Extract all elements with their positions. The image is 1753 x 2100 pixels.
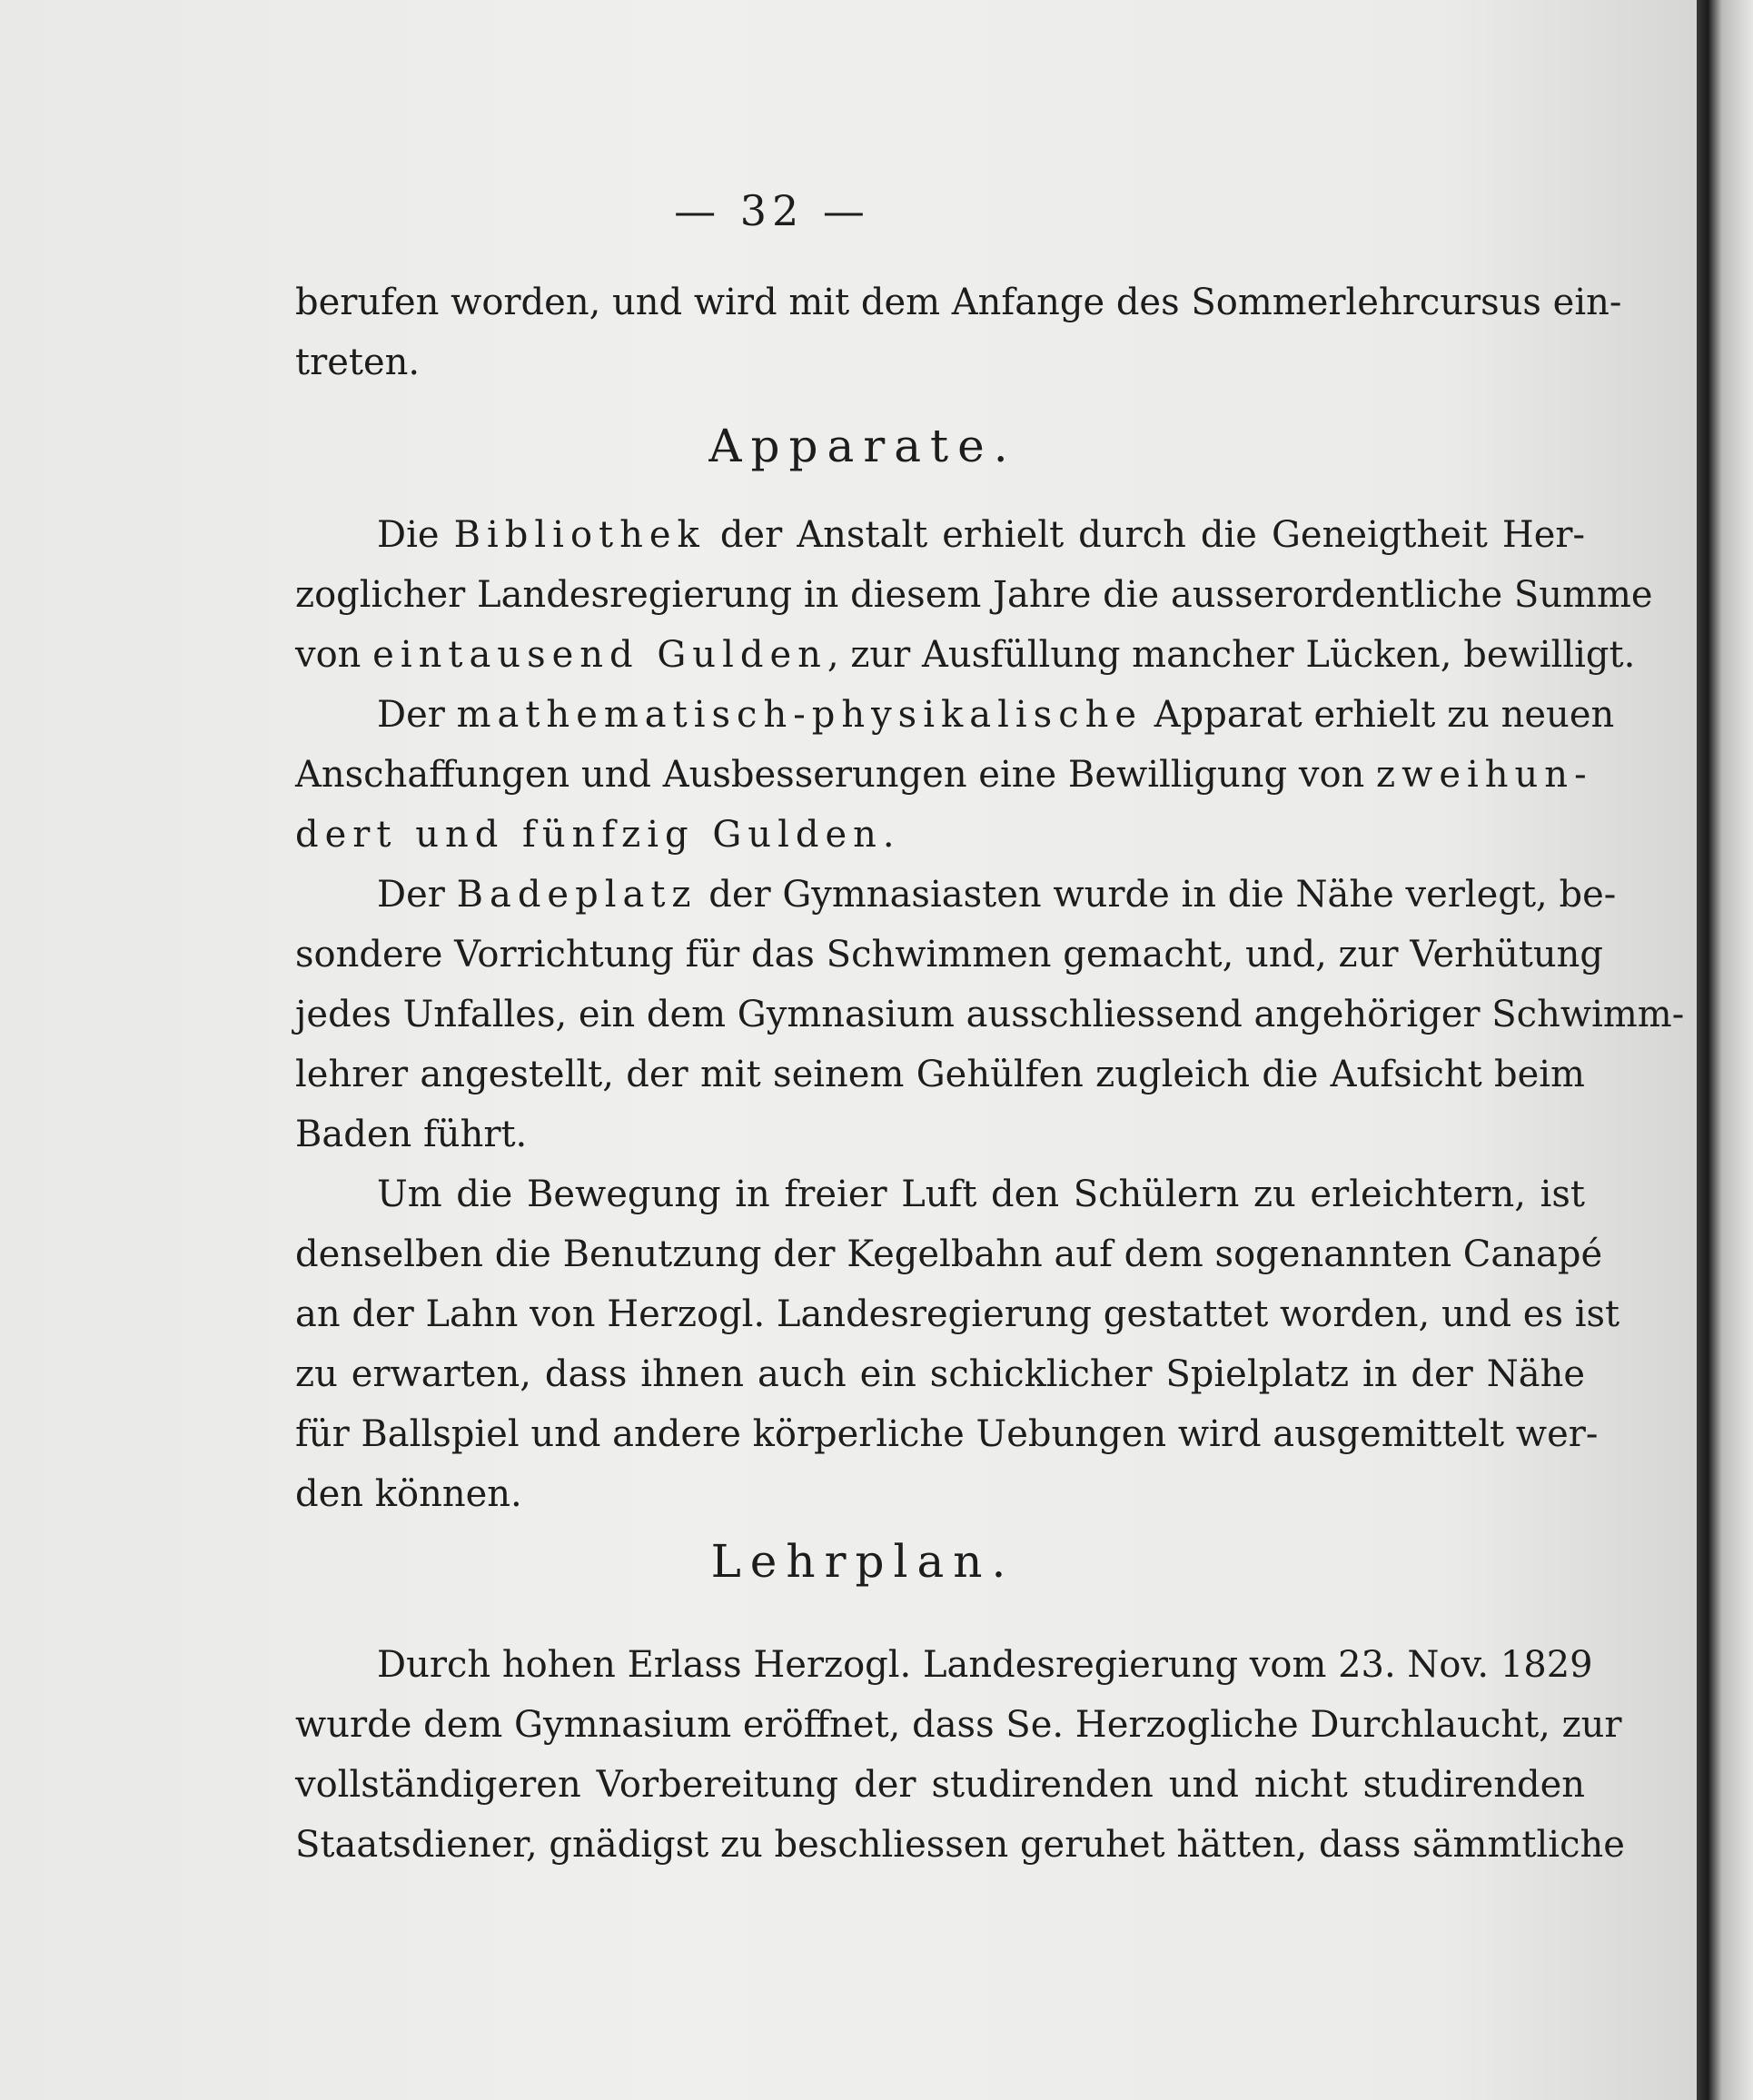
apparate-paragraphs <box>295 505 1685 1524</box>
text-line: für Ballspiel und andere körperliche Uebungen wird ausgemittelt wer- <box>295 1413 1599 1455</box>
lehrplan-paragraph <box>295 1635 1625 1875</box>
emphasized-text: mathematisch-physikalische <box>456 694 1144 736</box>
text-line: Baden führt. <box>295 1114 528 1155</box>
text-line: lehrer angestellt, der mit seinem Gehülfen zugleich die Aufsicht beim <box>295 1054 1585 1095</box>
text-span: der Gymnasiasten wurde in die Nähe verlegt, be- <box>697 874 1617 916</box>
text-span: Anschaffungen und Ausbesserungen eine Bewilligung von <box>295 754 1376 796</box>
text-line <box>295 685 1615 745</box>
text-line: Um die Bewegung in freier Luft den Schülern zu erleichtern, ist <box>377 1174 1585 1215</box>
intro-paragraph <box>295 272 1622 392</box>
text-line: zoglicher Landesregierung in diesem Jahre die ausserordentliche Summe <box>295 574 1653 616</box>
text-line: den können. <box>295 1473 522 1515</box>
section-heading-lehrplan: Lehrplan. <box>710 1535 1015 1588</box>
text-line: denselben die Benutzung der Kegelbahn auf dem sogenannten Canapé <box>295 1233 1603 1275</box>
text-line: treten. <box>295 342 421 383</box>
emphasized-text: zweihun- <box>1376 754 1593 796</box>
text-span: , zur Ausfüllung mancher Lücken, bewilligt. <box>827 634 1636 676</box>
text-line <box>295 625 1636 685</box>
text-span: Apparat erhielt zu neuen <box>1143 694 1615 736</box>
emphasized-text: eintausend Gulden <box>372 634 827 676</box>
text-span: Der <box>377 694 457 736</box>
section-heading-apparate: Apparate. <box>708 420 1017 472</box>
text-span: Die <box>377 514 454 556</box>
book-gutter <box>1697 0 1753 2100</box>
text-line: Staatsdiener, gnädigst zu beschliessen geruhet hätten, dass sämmtliche <box>295 1824 1625 1866</box>
text-line <box>295 805 1585 865</box>
page-number: — 32 — <box>674 186 870 235</box>
text-line: Durch hohen Erlass Herzogl. Landesregierung vom 23. Nov. 1829 <box>377 1644 1593 1686</box>
text-line: berufen worden, und wird mit dem Anfange des Sommerlehrcursus ein- <box>295 282 1622 323</box>
emphasized-text: dert und fünfzig Gulden <box>295 814 883 856</box>
text-line <box>295 745 1593 805</box>
text-span: von <box>295 634 373 676</box>
emphasized-text: Bibliothek <box>453 514 706 556</box>
text-line <box>295 505 1585 565</box>
text-line: jedes Unfalles, ein dem Gymnasium ausschliessend angehöriger Schwimm- <box>295 994 1685 1035</box>
text-line <box>295 865 1617 925</box>
text-line: sondere Vorrichtung für das Schwimmen gemacht, und, zur Verhütung <box>295 934 1603 976</box>
text-line: wurde dem Gymnasium eröffnet, dass Se. Herzogliche Durchlaucht, zur <box>295 1704 1622 1746</box>
text-span: . <box>882 814 895 856</box>
text-line: vollständigeren Vorbereitung der studirenden und nicht studirenden <box>295 1764 1585 1806</box>
text-span: der Anstalt erhielt durch die Geneigtheit Her- <box>705 514 1586 556</box>
text-line: an der Lahn von Herzogl. Landesregierung gestattet worden, und es ist <box>295 1293 1620 1335</box>
emphasized-text: Badeplatz <box>456 874 698 916</box>
text-line: zu erwarten, dass ihnen auch ein schicklicher Spielplatz in der Nähe <box>295 1353 1585 1395</box>
text-span: Der <box>377 874 457 916</box>
